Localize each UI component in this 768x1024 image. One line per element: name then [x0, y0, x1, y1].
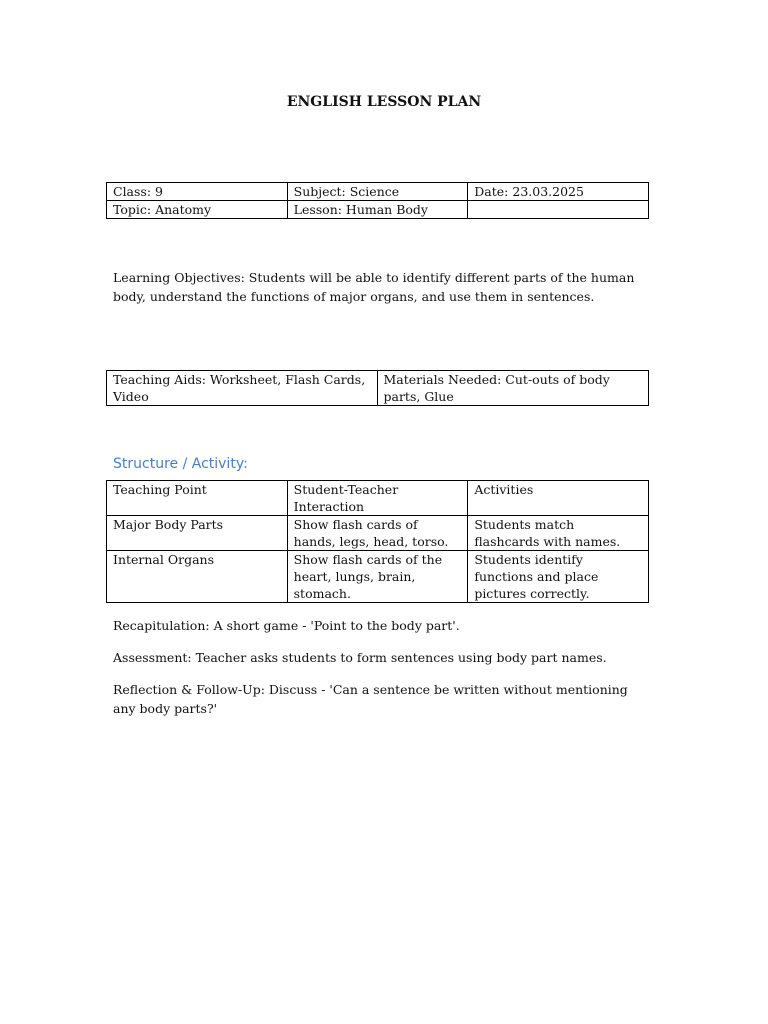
table-header-row — [107, 481, 649, 516]
class-cell: Class: 9 — [107, 183, 288, 201]
table-cell: Show flash cards of hands, legs, head, torso. — [287, 516, 468, 551]
table-row — [107, 371, 649, 406]
teaching-aids-table — [106, 370, 649, 406]
teaching-aids-cell: Teaching Aids: Worksheet, Flash Cards, Video — [107, 371, 378, 406]
materials-needed-cell: Materials Needed: Cut-outs of body parts, Glue — [377, 371, 649, 406]
table-cell: Internal Organs — [107, 551, 288, 603]
column-header: Activities — [468, 481, 649, 516]
table-cell: Students match flashcards with names. — [468, 516, 649, 551]
lesson-cell: Lesson: Human Body — [287, 201, 468, 219]
table-cell: Major Body Parts — [107, 516, 288, 551]
activity-table — [106, 480, 649, 603]
subject-cell: Subject: Science — [287, 183, 468, 201]
reflection-text: Reflection & Follow-Up: Discuss - 'Can a sentence be written without mentioning any body parts?' — [113, 682, 628, 716]
column-header: Student-Teacher Interaction — [287, 481, 468, 516]
assessment-text: Assessment: Teacher asks students to form sentences using body part names. — [113, 650, 607, 665]
table-row — [107, 551, 649, 603]
structure-heading: Structure / Activity: — [113, 456, 248, 472]
document-title: ENGLISH LESSON PLAN — [286, 94, 482, 110]
table-cell: Show flash cards of the heart, lungs, brain, stomach. — [287, 551, 468, 603]
table-row — [107, 201, 649, 219]
learning-objectives: Learning Objectives: Students will be able to identify different parts of the human body, understand the functions of major organs, and use them in sentences. — [113, 270, 635, 304]
table-cell: Students identify functions and place pictures correctly. — [468, 551, 649, 603]
empty-cell — [468, 201, 649, 219]
column-header: Teaching Point — [107, 481, 288, 516]
table-row — [107, 516, 649, 551]
class-info-table — [106, 182, 649, 219]
topic-cell: Topic: Anatomy — [107, 201, 288, 219]
table-row — [107, 183, 649, 201]
date-cell: Date: 23.03.2025 — [468, 183, 649, 201]
recapitulation-text: Recapitulation: A short game - 'Point to the body part'. — [113, 618, 460, 633]
